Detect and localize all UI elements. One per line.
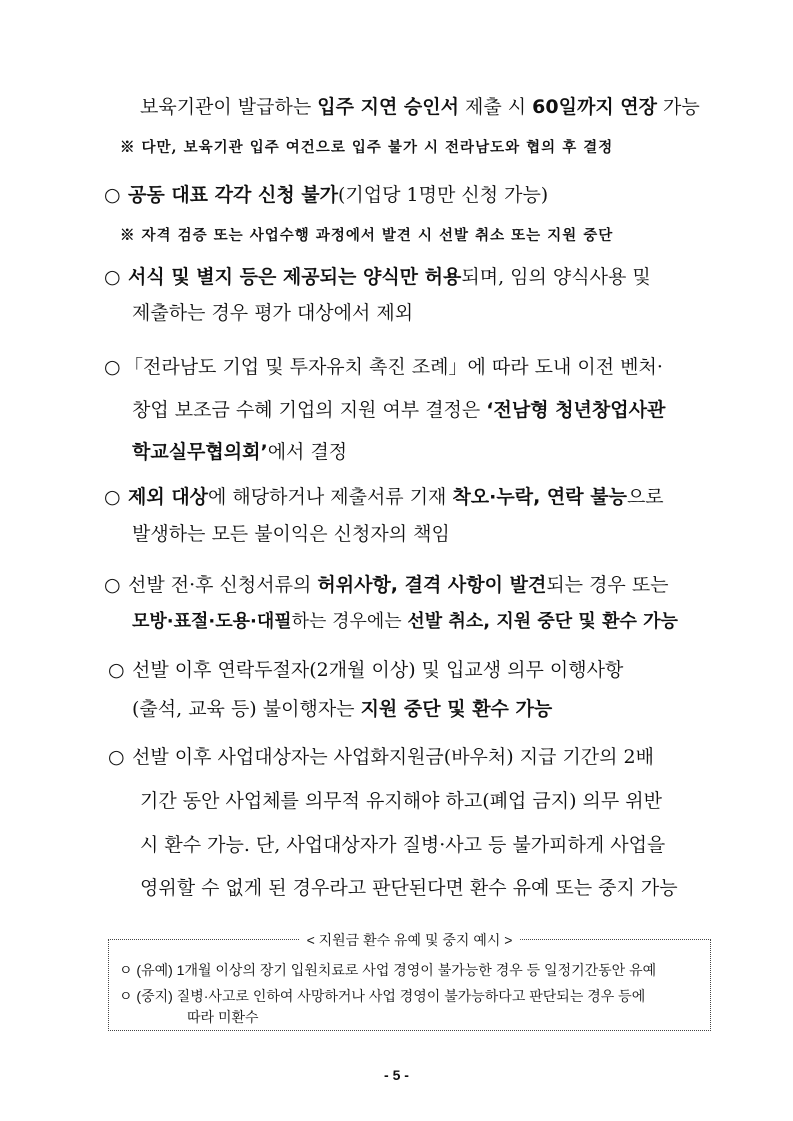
text-line-1 bbox=[140, 92, 793, 119]
bullet-line-3 bbox=[104, 180, 793, 207]
note-text: ※ 자격 검증 또는 사업수행 과정에서 발견 시 선발 취소 또는 지원 중단 bbox=[120, 227, 614, 244]
bold-text: 공동 대표 각각 신청 불가 bbox=[128, 184, 338, 206]
text: 선발 이후 연락두절자(2개월 이상) 및 입교생 의무 이행사항 bbox=[132, 659, 624, 681]
note-line-2 bbox=[120, 224, 793, 245]
bold-text: 학교실무협의회’ bbox=[132, 441, 268, 463]
text: 기간 동안 사업체를 의무적 유지해야 하고(폐업 금지) 의무 위반 bbox=[140, 790, 662, 812]
text: 으로 bbox=[626, 486, 664, 508]
bullet-icon: ○ bbox=[108, 746, 125, 768]
example-box-title: < 지원금 환수 유예 및 중지 예시 > bbox=[299, 930, 521, 950]
bullet-icon: ○ bbox=[104, 356, 121, 378]
text: 되며, 임의 양식사용 및 bbox=[461, 266, 651, 288]
text: 시 환수 가능. 단, 사업대상자가 질병·사고 등 불가피하게 사업을 bbox=[140, 834, 666, 856]
note-text: ※ 다만, 보육기관 입주 여건으로 입주 불가 시 전라남도와 협의 후 결정 bbox=[120, 139, 614, 156]
example-box bbox=[108, 932, 711, 1031]
text-line-17 bbox=[140, 786, 793, 813]
text: 에 해당하거나 제출서류 기재 bbox=[208, 486, 453, 508]
text: 제출 시 bbox=[458, 96, 533, 118]
bullet-icon: ○ bbox=[104, 266, 121, 288]
text: 제출하는 경우 평가 대상에서 제외 bbox=[132, 302, 414, 324]
bullet-line-12 bbox=[104, 570, 793, 597]
bullet-line-5 bbox=[104, 262, 793, 289]
bullet-icon: ○ bbox=[104, 184, 121, 206]
text: 하는 경우에는 bbox=[291, 611, 408, 632]
text: 「전라남도 기업 및 투자유치 촉진 조례」에 따라 도내 이전 벤처· bbox=[124, 356, 663, 378]
text: (기업당 1명만 신청 가능) bbox=[338, 184, 549, 206]
text: (출석, 교육 등) 불이행자는 bbox=[132, 698, 361, 720]
text-line-13 bbox=[132, 607, 793, 633]
example-item-suspension: ㅇ (중지) 질병·사고로 인하여 사망하거나 사업 경영이 불가능하다고 판단되는 경우 등에 bbox=[119, 988, 646, 1004]
bold-text: 입주 지연 승인서 bbox=[317, 96, 459, 118]
bullet-line-10 bbox=[104, 482, 793, 509]
text-line-6 bbox=[132, 298, 793, 325]
text: 에서 결정 bbox=[267, 441, 348, 463]
bold-text: ‘전남형 청년창업사관 bbox=[486, 399, 666, 421]
bullet-line-16 bbox=[108, 742, 793, 769]
example-item-suspension-cont: 따라 미환수 bbox=[187, 1009, 259, 1025]
text-line-18 bbox=[140, 830, 793, 857]
note-line-1 bbox=[120, 136, 793, 157]
bullet-icon: ○ bbox=[104, 574, 121, 596]
bold-text: 착오·누락, 연락 불능 bbox=[452, 486, 627, 508]
bullet-icon: ○ bbox=[108, 659, 125, 681]
text-line-11 bbox=[132, 519, 793, 546]
bold-text: 제외 대상 bbox=[128, 486, 209, 508]
bold-text: 허위사항, 결격 사항이 발견 bbox=[317, 574, 547, 596]
bold-text: 서식 및 별지 등은 제공되는 양식만 허용 bbox=[128, 266, 462, 288]
bold-text: 60일까지 연장 bbox=[532, 96, 657, 118]
text: 선발 이후 사업대상자는 사업화지원금(바우처) 지급 기간의 2배 bbox=[132, 746, 655, 768]
text: 보육기관이 발급하는 bbox=[140, 96, 318, 118]
text: 발생하는 모든 불이익은 신청자의 책임 bbox=[132, 523, 450, 545]
text: 선발 전·후 신청서류의 bbox=[128, 574, 318, 596]
text: 가능 bbox=[657, 96, 700, 118]
text: 영위할 수 없게 된 경우라고 판단된다면 환수 유예 또는 중지 가능 bbox=[140, 877, 678, 899]
bold-text: 선발 취소, 지원 중단 및 환수 가능 bbox=[407, 611, 678, 632]
text-line-19 bbox=[140, 873, 793, 900]
text: 창업 보조금 수혜 기업의 지원 여부 결정은 bbox=[132, 399, 487, 421]
page-number: - 5 - bbox=[384, 1067, 409, 1083]
example-item-deferral: ㅇ (유예) 1개월 이상의 장기 입원치료로 사업 경영이 불가능한 경우 등 일정기간동안 유예 bbox=[119, 962, 657, 978]
text: 되는 경우 또는 bbox=[546, 574, 669, 596]
bullet-icon: ○ bbox=[104, 486, 121, 508]
bold-text: 모방·표절·도용·대필 bbox=[132, 611, 292, 632]
bullet-line-7 bbox=[104, 352, 793, 379]
bullet-line-14 bbox=[108, 655, 793, 682]
text-line-8 bbox=[132, 395, 793, 422]
bold-text: 지원 중단 및 환수 가능 bbox=[360, 698, 553, 720]
text-line-9 bbox=[132, 437, 793, 464]
text-line-15 bbox=[132, 694, 793, 721]
